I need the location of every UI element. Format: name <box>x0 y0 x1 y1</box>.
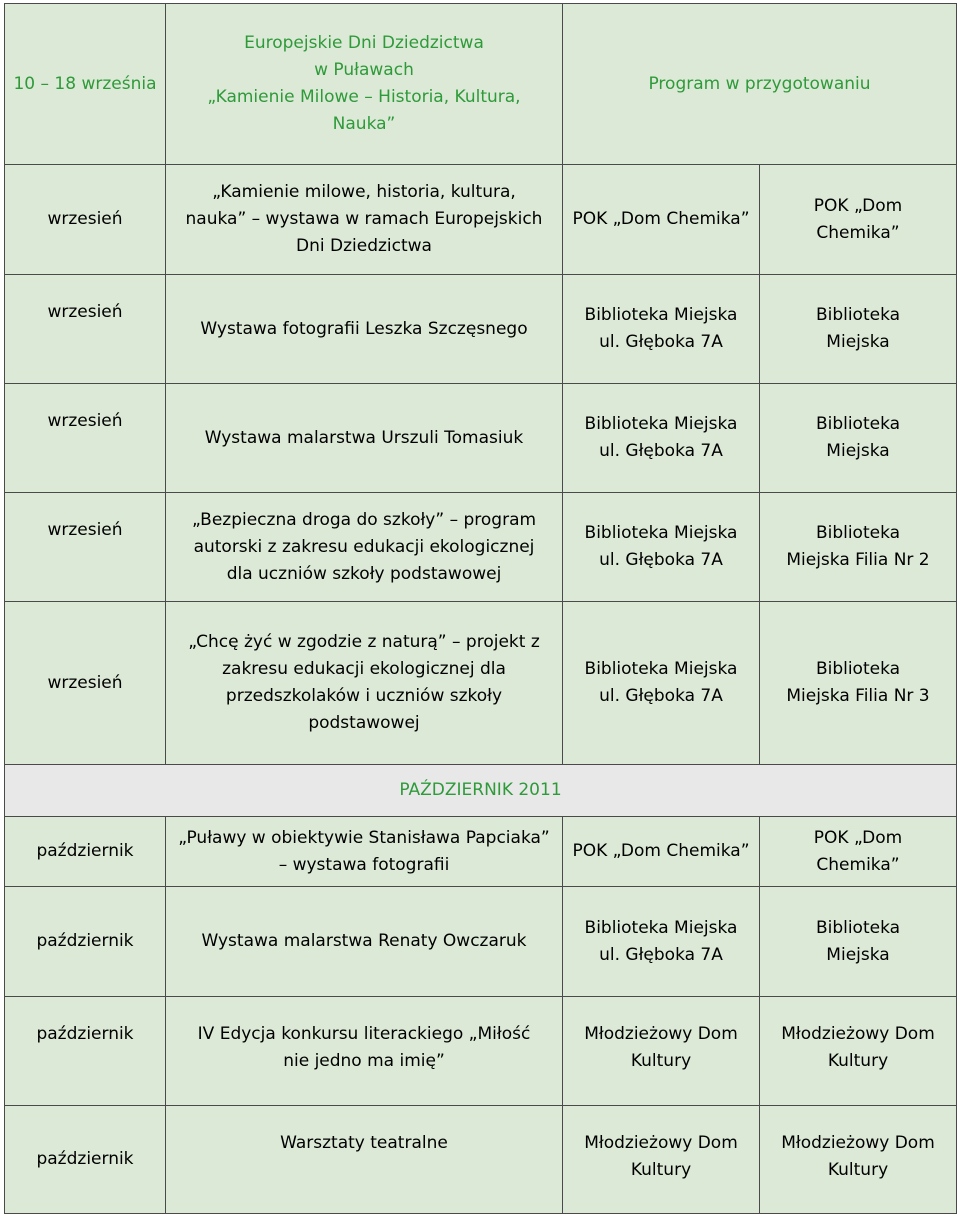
row-organizer: Biblioteka Miejska <box>760 275 957 384</box>
row-organizer: POK „Dom Chemika” <box>760 165 957 275</box>
row-organizer: Biblioteka Miejska Filia Nr 2 <box>760 493 957 602</box>
row-title: „Chcę żyć w zgodzie z naturą” – projekt z zakresu edukacji ekologicznej dla przedszkolaków i uczniów szkoły podstawowej <box>166 602 563 765</box>
table-row <box>5 165 957 275</box>
table-row <box>5 887 957 997</box>
row-title: IV Edycja konkursu literackiego „Miłość nie jedno ma imię” <box>166 997 563 1106</box>
table-row <box>5 384 957 493</box>
row-month: wrzesień <box>5 493 166 602</box>
row-place: Młodzieżowy Dom Kultury <box>563 1106 760 1214</box>
table-row <box>5 1106 957 1214</box>
month-header-row <box>5 765 957 817</box>
row-title: Warsztaty teatralne <box>166 1106 563 1214</box>
row-place: Biblioteka Miejska ul. Głęboka 7A <box>563 887 760 997</box>
row-place: POK „Dom Chemika” <box>563 817 760 887</box>
header-row <box>5 4 957 165</box>
row-title: Wystawa malarstwa Renaty Owczaruk <box>166 887 563 997</box>
header-program-status: Program w przygotowaniu <box>563 4 957 165</box>
row-place: Biblioteka Miejska ul. Głęboka 7A <box>563 384 760 493</box>
table-row <box>5 602 957 765</box>
row-month: październik <box>5 997 166 1106</box>
event-schedule-table <box>4 3 957 1214</box>
row-organizer: Biblioteka Miejska Filia Nr 3 <box>760 602 957 765</box>
row-month: październik <box>5 1106 166 1214</box>
row-month: wrzesień <box>5 165 166 275</box>
row-title: Wystawa malarstwa Urszuli Tomasiuk <box>166 384 563 493</box>
row-organizer: Młodzieżowy Dom Kultury <box>760 997 957 1106</box>
table-row <box>5 997 957 1106</box>
table-row <box>5 817 957 887</box>
row-month: wrzesień <box>5 384 166 493</box>
table-row <box>5 275 957 384</box>
row-place: POK „Dom Chemika” <box>563 165 760 275</box>
row-place: Biblioteka Miejska ul. Głęboka 7A <box>563 493 760 602</box>
row-title: „Kamienie milowe, historia, kultura, nauka” – wystawa w ramach Europejskich Dni Dziedzictwa <box>166 165 563 275</box>
row-title: „Puławy w obiektywie Stanisława Papciaka” – wystawa fotografii <box>166 817 563 887</box>
row-organizer: Biblioteka Miejska <box>760 887 957 997</box>
row-organizer: POK „Dom Chemika” <box>760 817 957 887</box>
table-row <box>5 493 957 602</box>
month-header-october: PAŹDZIERNIK 2011 <box>5 765 957 817</box>
row-month: wrzesień <box>5 275 166 384</box>
row-place: Młodzieżowy Dom Kultury <box>563 997 760 1106</box>
row-place: Biblioteka Miejska ul. Głęboka 7A <box>563 602 760 765</box>
row-title: „Bezpieczna droga do szkoły” – program autorski z zakresu edukacji ekologicznej dla uczniów szkoły podstawowej <box>166 493 563 602</box>
row-organizer: Młodzieżowy Dom Kultury <box>760 1106 957 1214</box>
row-organizer: Biblioteka Miejska <box>760 384 957 493</box>
header-dates: 10 – 18 września <box>5 4 166 165</box>
row-month: październik <box>5 887 166 997</box>
row-month: wrzesień <box>5 602 166 765</box>
row-place: Biblioteka Miejska ul. Głęboka 7A <box>563 275 760 384</box>
header-event-title: Europejskie Dni Dziedzictwa w Puławach „Kamienie Milowe – Historia, Kultura, Nauka” <box>166 4 563 165</box>
row-title: Wystawa fotografii Leszka Szczęsnego <box>166 275 563 384</box>
row-month: październik <box>5 817 166 887</box>
